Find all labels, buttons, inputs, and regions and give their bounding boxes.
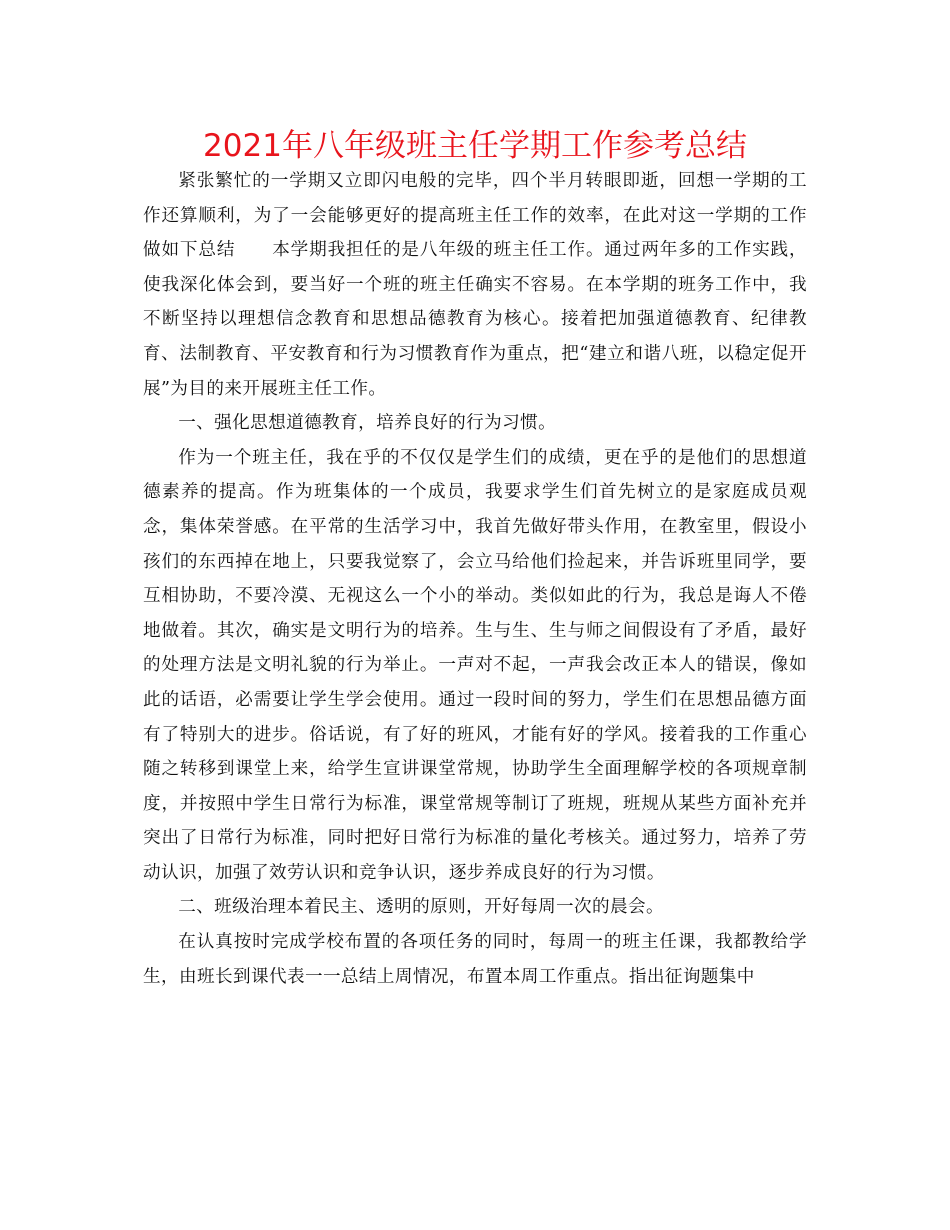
paragraph-section-1: 作为一个班主任，我在乎的不仅仅是学生们的成绩，更在乎的是他们的思想道德素养的提高。作为班集体的一个成员，我要求学生们首先树立的是家庭成员观念，集体荣誉感。在平常的生活学习中，我首先做好带头作用，在教室里，假设小孩们的东西掉在地上，只要我觉察了，会立马给他们捡起来，并告诉班里同学，要互相协助，不要冷漠、无视这么一个小的举动。类似如此的行为，我总是诲人不倦地做着。其次，确实是文明行为的培养。生与生、生与师之间假设有了矛盾，最好的处理方法是文明礼貌的行为举止。一声对不起，一声我会改正本人的错误，像如此的话语，必需要让学生学会使用。通过一段时间的努力，学生们在思想品德方面有了特别大的进步。俗话说，有了好的班风，才能有好的学风。接着我的工作重心随之转移到课堂上来，给学生宣讲课堂常规，协助学生全面理解学校的各项规章制度，并按照中学生日常行为标准，课堂常规等制订了班规，班规从某些方面补充并突出了日常行为标准，同时把好日常行为标准的量化考核关。通过努力，培养了劳动认识，加强了效劳认识和竞争认识，逐步养成良好的行为习惯。 <box>143 447 807 883</box>
document-title: 2021年八年级班主任学期工作参考总结 <box>203 128 747 164</box>
paragraph-section-2: 在认真按时完成学校布置的各项任务的同时，每周一的班主任课，我都教给学生，由班长到课代表一一总结上周情况，布置本周工作重点。指出征询题集中 <box>143 932 807 987</box>
section-heading-2: 二、班级治理本着民主、透明的原则，开好每周一次的晨会。 <box>178 897 665 918</box>
paragraph-intro: 紧张繁忙的一学期又立即闪电般的完毕，四个半月转眼即逝，回想一学期的工作还算顺利，为了一会能够更好的提高班主任工作的效率，在此对这一学期的工作做如下总结 本学期我担任的是八年级的班主任工作。通过两年多的工作实践，使我深化体会到，要当好一个班的班主任确实不容易。在本学期的班务工作中，我不断坚持以理想信念教育和思想品德教育为核心。接着把加强道德教育、纪律教育、法制教育、平安教育和行为习惯教育作为重点，把“建立和谐八班，以稳定促开展”为目的来开展班主任工作。 <box>143 171 807 399</box>
document-body <box>143 164 807 994</box>
section-heading-1: 一、强化思想道德教育，培养良好的行为习惯。 <box>178 413 557 434</box>
